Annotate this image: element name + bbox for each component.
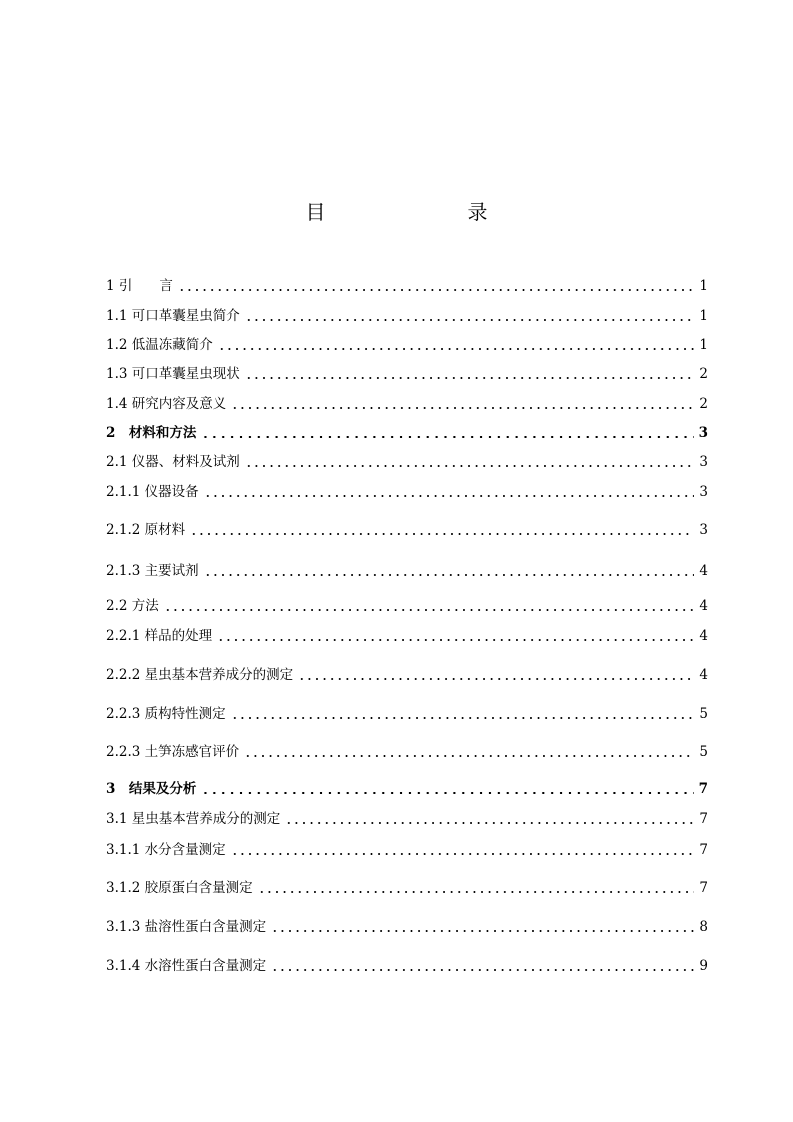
toc-dot-leader	[296, 665, 698, 685]
toc-entry-page: 7	[699, 811, 708, 827]
toc-dot-leader	[215, 626, 698, 646]
toc-entry[interactable]	[106, 809, 708, 829]
toc-dot-leader	[162, 596, 698, 616]
toc-entry[interactable]	[106, 452, 708, 472]
toc-dot-leader	[243, 364, 698, 384]
toc-entry-page: 3	[699, 522, 708, 538]
toc-dot-leader	[256, 878, 698, 898]
toc-entry[interactable]	[106, 482, 708, 502]
toc-dot-leader	[243, 452, 698, 472]
toc-dot-leader	[229, 840, 698, 860]
toc-entry[interactable]	[106, 364, 708, 384]
toc-entry-label: 2.1 仪器、材料及试剂	[106, 454, 240, 470]
toc-entry-label: 1 引 言	[106, 278, 173, 294]
toc-entry-label: 3.1.4 水溶性蛋白含量测定	[106, 958, 267, 974]
toc-entry[interactable]	[106, 335, 708, 355]
toc-dot-leader	[242, 742, 698, 762]
toc-dot-leader	[229, 704, 698, 724]
toc-entry[interactable]	[106, 423, 708, 443]
toc-entry-label: 2.1.3 主要试剂	[106, 563, 199, 579]
toc-dot-leader	[202, 561, 698, 581]
toc-entry-page: 1	[699, 278, 708, 294]
toc-entry-label: 2.2.3 质构特性测定	[106, 706, 226, 722]
toc-entry-page: 4	[699, 598, 708, 614]
toc-dot-leader	[188, 520, 698, 540]
toc-entry-label: 1.4 研究内容及意义	[106, 396, 227, 412]
toc-entry[interactable]	[106, 665, 708, 685]
toc-entry-page: 3	[699, 454, 708, 470]
toc-entry-label: 3.1 星虫基本营养成分的测定	[106, 811, 281, 827]
toc-dot-leader	[269, 956, 698, 976]
toc-entry[interactable]	[106, 561, 708, 581]
toc-entry[interactable]	[106, 840, 708, 860]
toc-entry-label: 2.2.3 土笋冻感官评价	[106, 744, 240, 760]
toc-entry-page: 4	[699, 667, 708, 683]
toc-entry-label: 1.2 低温冻藏简介	[106, 337, 213, 353]
toc-entry-page: 2	[699, 366, 708, 382]
toc-entry-label: 3.1.2 胶原蛋白含量测定	[106, 880, 253, 896]
toc-entry-page: 5	[699, 706, 708, 722]
toc-dot-leader	[269, 917, 698, 937]
toc-entry[interactable]	[106, 276, 708, 296]
toc-title: 目 录	[305, 200, 522, 224]
toc-entry-page: 4	[699, 628, 708, 644]
toc-entry[interactable]	[106, 878, 708, 898]
toc-entry-label: 2.2 方法	[106, 598, 159, 614]
toc-dot-leader	[176, 276, 698, 296]
toc-entry-label: 2 材料和方法	[106, 425, 197, 441]
toc-entry-page: 3	[698, 425, 708, 441]
toc-entry-label: 1.3 可口革囊星虫现状	[106, 366, 240, 382]
toc-entry[interactable]	[106, 742, 708, 762]
toc-dot-leader	[229, 394, 698, 414]
toc-entry-page: 7	[699, 842, 708, 858]
toc-dot-leader	[243, 306, 698, 326]
toc-entry-page: 5	[699, 744, 708, 760]
toc-entry[interactable]	[106, 704, 708, 724]
toc-entry[interactable]	[106, 917, 708, 937]
toc-entry[interactable]	[106, 596, 708, 616]
toc-entry-page: 7	[699, 880, 708, 896]
toc-entry-page: 7	[698, 781, 708, 797]
toc-entry-label: 1.1 可口革囊星虫简介	[106, 308, 240, 324]
toc-dot-leader	[283, 809, 698, 829]
toc-entry-label: 2.1.2 原材料	[106, 522, 186, 538]
toc-entry-page: 8	[699, 919, 708, 935]
toc-entry-label: 3.1.1 水分含量测定	[106, 842, 226, 858]
toc-dot-leader	[202, 482, 698, 502]
toc-entry-label: 3 结果及分析	[106, 781, 197, 797]
toc-entry-page: 9	[699, 958, 708, 974]
toc-entry-label: 3.1.3 盐溶性蛋白含量测定	[106, 919, 267, 935]
toc-entry[interactable]	[106, 394, 708, 414]
toc-entry-page: 4	[699, 563, 708, 579]
toc-dot-leader	[199, 779, 698, 799]
toc-entry[interactable]	[106, 520, 708, 540]
toc-dot-leader	[216, 335, 698, 355]
toc-entry-page: 1	[699, 337, 708, 353]
toc-entry-page: 3	[699, 484, 708, 500]
toc-entry-label: 2.2.2 星虫基本营养成分的测定	[106, 667, 294, 683]
toc-entry-label: 2.2.1 样品的处理	[106, 628, 213, 644]
toc-entry[interactable]	[106, 956, 708, 976]
toc-entry-page: 2	[699, 396, 708, 412]
toc-entry-label: 2.1.1 仪器设备	[106, 484, 199, 500]
toc-entry-page: 1	[699, 308, 708, 324]
toc-entry[interactable]	[106, 779, 708, 799]
toc-dot-leader	[199, 423, 698, 443]
toc-entry[interactable]	[106, 306, 708, 326]
toc-entry[interactable]	[106, 626, 708, 646]
